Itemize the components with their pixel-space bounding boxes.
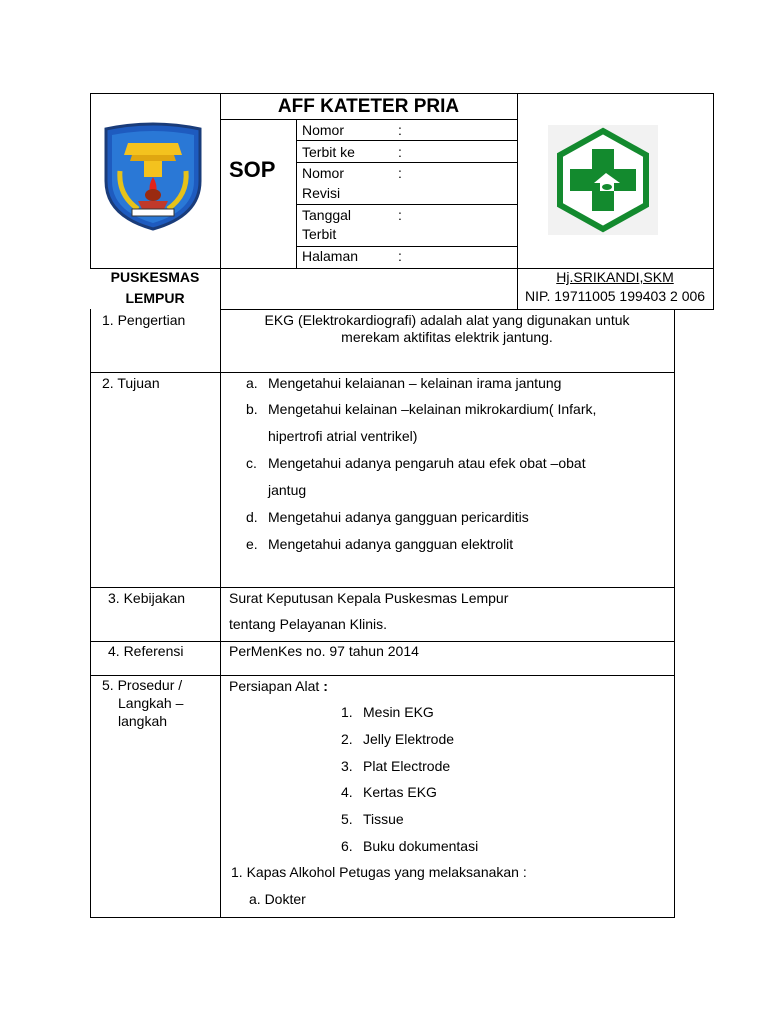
meta-halaman-colon: : [398, 248, 402, 264]
org-name-line2: LEMPUR [125, 290, 185, 306]
tool-item-4: 4. Kertas EKG [341, 784, 437, 800]
sop-title: AFF KATETER PRIA [277, 96, 460, 117]
meta-tanggal-colon: : [398, 207, 402, 223]
org-name-line1: PUSKESMAS [110, 269, 200, 285]
tool-item-3: 3. Plat Electrode [341, 758, 451, 774]
meta-terbit-label: Terbit ke [302, 144, 355, 160]
signer-name: Hj.SRIKANDI,SKM [556, 269, 674, 285]
meta-terbit-colon: : [398, 144, 402, 160]
meta-revisi-colon: : [398, 165, 402, 181]
province-emblem-icon [98, 121, 208, 233]
persiapan-alat-heading: Persiapan Alat : [229, 678, 328, 694]
tool-item-6: 6. Buku dokumentasi [341, 838, 479, 854]
tujuan-item-a: a. Mengetahui kelaianan – kelainan irama jantung [246, 375, 562, 391]
sop-label: SOP [229, 157, 276, 182]
prosedur-label-line3: langkah [118, 713, 168, 729]
referensi-label: 4. Referensi [108, 643, 184, 659]
tool-item-2: 2. Jelly Elektrode [341, 731, 455, 747]
prosedur-label-line2: Langkah – [118, 695, 184, 711]
tujuan-item-c: c. Mengetahui adanya pengaruh atau efek obat –obat [246, 455, 586, 471]
meta-revisi-label: Nomor [302, 165, 345, 181]
tujuan-item-b: b. Mengetahui kelainan –kelainan mikrokardium( Infark, [246, 401, 597, 417]
kapas-alkohol-line: 1. Kapas Alkohol Petugas yang melaksanakan : [231, 864, 527, 880]
meta-nomor-label: Nomor [302, 122, 345, 138]
tool-item-1: 1. Mesin EKG [341, 704, 434, 720]
pengertian-text-line2: merekam aktifitas elektrik jantung. [341, 329, 553, 345]
tujuan-item-c-cont: jantug [268, 482, 307, 498]
meta-revisi-label-2: Revisi [302, 185, 341, 201]
referensi-text: PerMenKes no. 97 tahun 2014 [229, 643, 419, 659]
tujuan-item-b-cont: hipertrofi atrial ventrikel) [268, 428, 418, 444]
meta-nomor-colon: : [398, 122, 402, 138]
meta-tanggal-label-2: Terbit [302, 226, 337, 242]
puskesmas-cross-logo-icon [548, 125, 658, 235]
pengertian-text-line1: EKG (Elektrokardiografi) adalah alat yang digunakan untuk [264, 312, 630, 328]
tujuan-label: 2. Tujuan [102, 375, 160, 391]
kebijakan-text-line1: Surat Keputusan Kepala Puskesmas Lempur [229, 590, 509, 606]
tujuan-item-e: e. Mengetahui adanya gangguan elektrolit [246, 536, 514, 552]
dokter-line: a. Dokter [249, 891, 306, 907]
meta-halaman-label: Halaman [302, 248, 359, 264]
pengertian-label: 1. Pengertian [102, 312, 186, 328]
prosedur-label-line1: 5. Prosedur / [102, 677, 183, 693]
tool-item-5: 5. Tissue [341, 811, 404, 827]
meta-tanggal-label: Tanggal [302, 207, 352, 223]
kebijakan-label: 3. Kebijakan [108, 590, 186, 606]
signer-nip: NIP. 19711005 199403 2 006 [524, 288, 706, 304]
tujuan-item-d: d. Mengetahui adanya gangguan pericarditis [246, 509, 529, 525]
kebijakan-text-line2: tentang Pelayanan Klinis. [229, 616, 387, 632]
